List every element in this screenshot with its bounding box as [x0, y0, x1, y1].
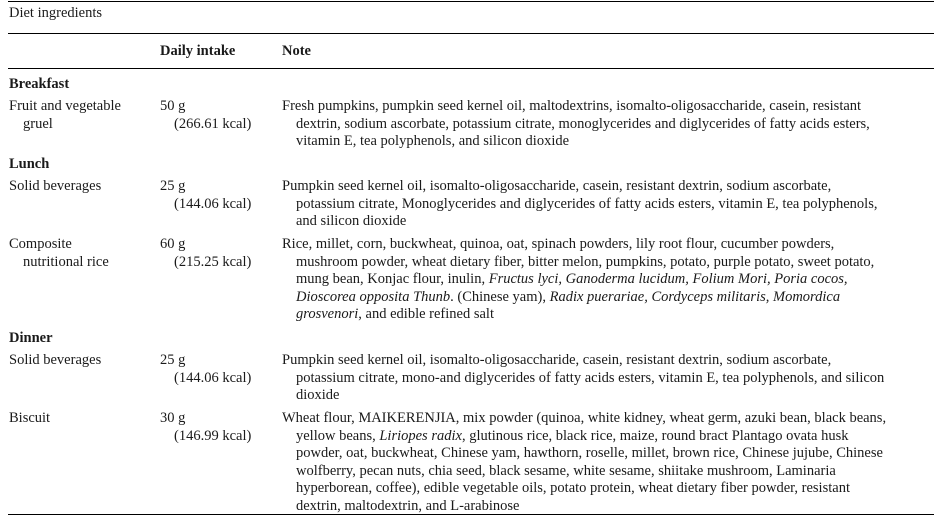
daily-intake: 25 g (144.06 kcal): [160, 352, 252, 386]
note: Pumpkin seed kernel oil, isomalto-oligosaccharide, casein, resistant dextrin, sodium ascorbate, potassium citrate, mono-and diglycerides of fatty acids esters, vitamin E, tea polyphenols, and silicon dioxide: [282, 352, 885, 403]
section-lunch: Lunch: [9, 156, 50, 172]
note: Wheat flour, MAIKERENJIA, mix powder (quinoa, white kidney, wheat germ, azuki bean, black beans, yellow beans, Liriopes radix, glutinous rice, black rice, maize, round bract Plantago ovata husk powder, oat, buckwheat, Chinese yam, hawthorn, roselle, millet, brown rice, Chinese jujube, Chinese wolfberry, pecan nuts, chia seed, black sesame, white sesame, shiitake mushroom, Laminaria hyperborean, coffee), edible vegetable oils, potato protein, wheat dietary fiber powder, resistant dextrin, maltodextrin, and L-arabinose: [282, 410, 887, 514]
header-daily-intake: Daily intake: [160, 43, 236, 59]
note: Fresh pumpkins, pumpkin seed kernel oil, maltodextrins, isomalto-oligosaccharide, casein, resistant dextrin, sodium ascorbate, potassium citrate, monoglycerides and diglycerides of fatty acids esters, vitamin E, tea polyphenols, and silicon dioxide: [282, 98, 870, 149]
bottom-rule: [8, 514, 934, 515]
item-name: Biscuit: [9, 410, 51, 426]
item-name: Solid beverages: [9, 352, 102, 368]
daily-intake: 60 g (215.25 kcal): [160, 236, 252, 270]
section-breakfast: Breakfast: [9, 76, 70, 92]
header-note: Note: [282, 43, 311, 59]
caption-rule: [8, 33, 934, 34]
item-name: Fruit and vegetable gruel: [9, 98, 121, 132]
daily-intake: 25 g (144.06 kcal): [160, 178, 252, 212]
daily-intake: 30 g (146.99 kcal): [160, 410, 252, 444]
header-rule: [8, 68, 934, 69]
section-dinner: Dinner: [9, 330, 53, 346]
table-caption: Diet ingredients: [9, 5, 103, 21]
note: Rice, millet, corn, buckwheat, quinoa, oat, spinach powders, lily root flour, cucumber powders, mushroom powder, wheat dietary fiber, bitter melon, pumpkins, potato, purple potato, sweet potato, mung bean, Konjac flour, inulin, Fructus lyci, Ganoderma lucidum, Folium Mori, Poria cocos, Dioscorea opposita Thunb. (Chinese yam), Radix puerariae, Cordyceps militaris, Momordica grosvenori, and edible refined salt: [282, 236, 875, 322]
item-name: Composite nutritional rice: [9, 236, 109, 270]
note: Pumpkin seed kernel oil, isomalto-oligosaccharide, casein, resistant dextrin, sodium ascorbate, potassium citrate, Monoglycerides and diglycerides of fatty acids esters, vitamin E, tea polyphenols, and silicon dioxide: [282, 178, 878, 229]
top-rule: [8, 1, 934, 2]
daily-intake: 50 g (266.61 kcal): [160, 98, 252, 132]
item-name: Solid beverages: [9, 178, 102, 194]
